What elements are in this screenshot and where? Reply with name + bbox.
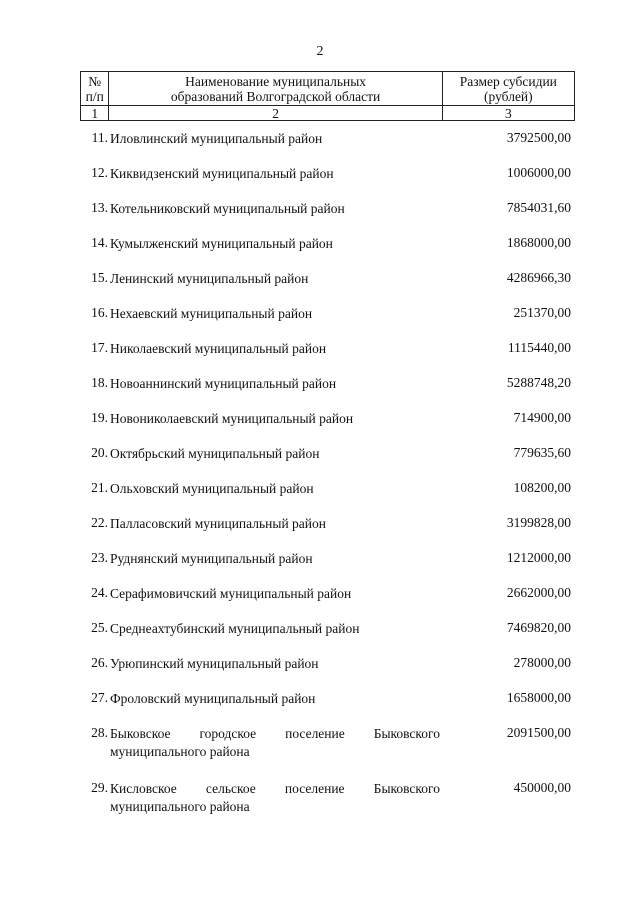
- col-number-header: [81, 72, 109, 106]
- table-header: [80, 71, 575, 121]
- row-name-line2: муниципального района: [110, 799, 250, 814]
- row-name: Ольховский муниципальный район: [110, 481, 314, 496]
- row-amount: 779635,60: [513, 445, 571, 460]
- row-amount: 278000,00: [513, 655, 571, 670]
- col-index-2: 2: [109, 106, 442, 121]
- row-amount: 1006000,00: [506, 165, 571, 180]
- row-number: 17.: [91, 340, 108, 355]
- row-name: Среднеахтубинский муниципальный район: [110, 621, 360, 636]
- row-amount: 4286966,30: [506, 270, 571, 285]
- row-number: 22.: [91, 515, 108, 530]
- row-number: 20.: [91, 445, 108, 460]
- col-index-1: 1: [81, 106, 109, 121]
- row-number: 28.: [91, 725, 108, 740]
- row-name: Октябрьский муниципальный район: [110, 446, 320, 461]
- row-amount: 714900,00: [513, 410, 571, 425]
- col-amount-header: [442, 72, 574, 106]
- row-name: Ленинский муниципальный район: [110, 271, 309, 286]
- row-number: 19.: [91, 410, 108, 425]
- row-number: 23.: [91, 550, 108, 565]
- col-number-header-line1: №: [88, 73, 102, 89]
- row-amount: 2091500,00: [506, 725, 571, 740]
- col-name-header-line2: образований Волгоградской области: [170, 88, 381, 104]
- row-number: 16.: [91, 305, 108, 320]
- row-name-line1: Быковское городское поселение Быковского: [110, 726, 440, 741]
- row-amount: 2662000,00: [506, 585, 571, 600]
- row-amount: 5288748,20: [506, 375, 571, 390]
- row-number: 25.: [91, 620, 108, 635]
- row-name: Палласовский муниципальный район: [110, 516, 326, 531]
- row-name: Новоаннинский муниципальный район: [110, 376, 337, 391]
- row-number: 27.: [91, 690, 108, 705]
- row-number: 21.: [91, 480, 108, 495]
- row-name: Иловлинский муниципальный район: [110, 131, 323, 146]
- row-name: Николаевский муниципальный район: [110, 341, 327, 356]
- row-amount: 450000,00: [513, 780, 571, 795]
- col-name-header-line1: Наименование муниципальных: [185, 73, 367, 89]
- row-name: [110, 725, 440, 761]
- row-number: 11.: [91, 130, 108, 145]
- col-amount-header-line1: Размер субсидии: [459, 73, 557, 89]
- row-number: 26.: [91, 655, 108, 670]
- col-number-header-line2: п/п: [85, 88, 104, 104]
- row-name-line2: муниципального района: [110, 744, 250, 759]
- row-name: Серафимовичский муниципальный район: [110, 586, 352, 601]
- row-amount: 7854031,60: [506, 200, 571, 215]
- row-amount: 1658000,00: [506, 690, 571, 705]
- row-number: 15.: [91, 270, 108, 285]
- row-number: 18.: [91, 375, 108, 390]
- row-name: Котельниковский муниципальный район: [110, 201, 345, 216]
- col-name-header: [109, 72, 442, 106]
- row-amount: 251370,00: [513, 305, 571, 320]
- row-number: 14.: [91, 235, 108, 250]
- row-amount: 1115440,00: [507, 340, 571, 355]
- row-name: Фроловский муниципальный район: [110, 691, 316, 706]
- row-name: Урюпинский муниципальный район: [110, 656, 319, 671]
- col-index-3: 3: [442, 106, 574, 121]
- row-number: 12.: [91, 165, 108, 180]
- row-number: 29.: [91, 780, 108, 795]
- row-amount: 1212000,00: [506, 550, 571, 565]
- row-amount: 3199828,00: [506, 515, 571, 530]
- row-amount: 3792500,00: [506, 130, 571, 145]
- row-name: Киквидзенский муниципальный район: [110, 166, 334, 181]
- row-number: 24.: [91, 585, 108, 600]
- row-name: Нехаевский муниципальный район: [110, 306, 313, 321]
- row-name: Новониколаевский муниципальный район: [110, 411, 354, 426]
- row-number: 13.: [91, 200, 108, 215]
- page-number: 2: [316, 44, 324, 59]
- row-name: Кумылженский муниципальный район: [110, 236, 333, 251]
- col-amount-header-line2: (рублей): [484, 88, 533, 104]
- row-amount: 1868000,00: [506, 235, 571, 250]
- row-amount: 7469820,00: [506, 620, 571, 635]
- row-name: [110, 780, 440, 816]
- row-amount: 108200,00: [513, 480, 571, 495]
- row-name: Руднянский муниципальный район: [110, 551, 313, 566]
- row-name-line1: Кисловское сельское поселение Быковского: [110, 781, 440, 796]
